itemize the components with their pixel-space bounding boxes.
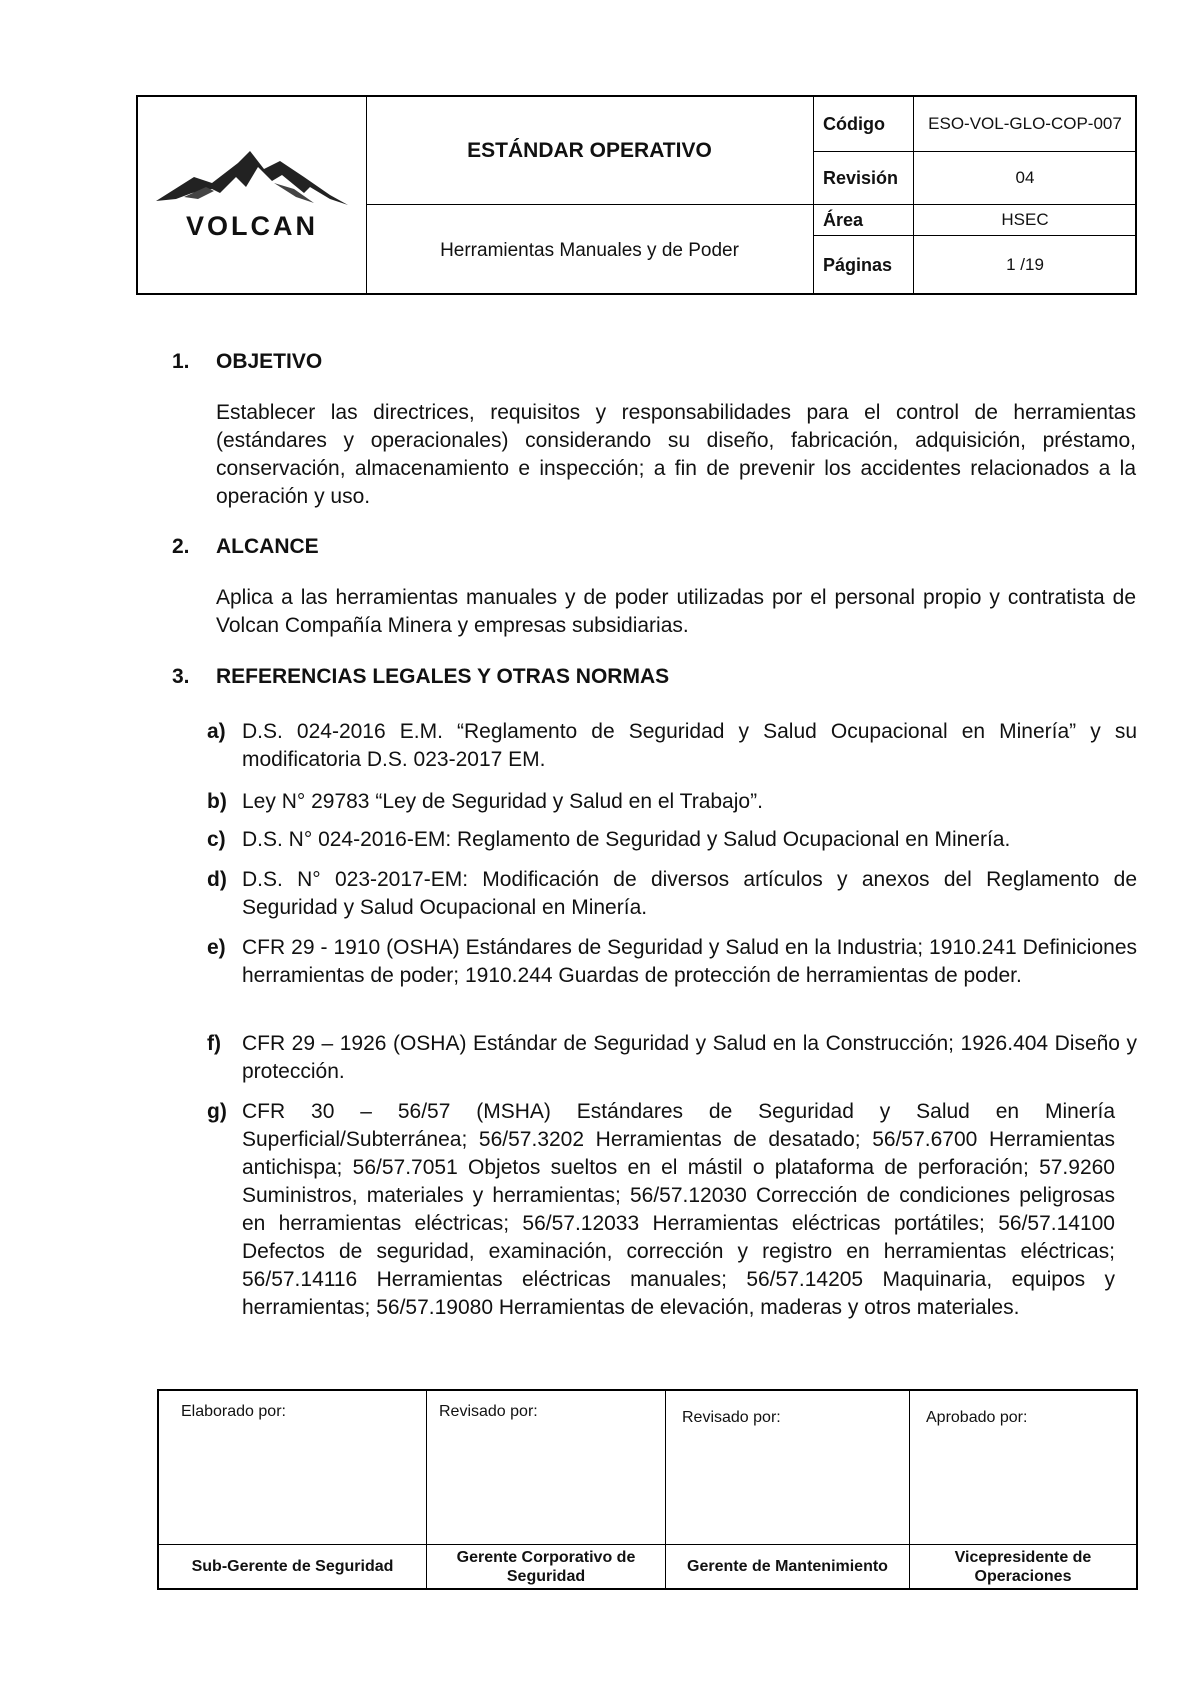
section-objetivo-heading: 1. OBJETIVO <box>172 350 323 373</box>
signature-table <box>157 1389 1138 1590</box>
signature-caption: Elaborado por: <box>181 1403 286 1420</box>
pages-label: Páginas <box>823 255 893 275</box>
signature-caption: Revisado por: <box>682 1409 781 1426</box>
pages-value: 1 /19 <box>1006 255 1044 274</box>
reference-item: f) CFR 29 – 1926 (OSHA) Estándar de Seguridad y Salud en la Construcción; 1926.404 Diseño y protección. <box>207 1032 1137 1083</box>
code-value: ESO-VOL-GLO-COP-007 <box>928 114 1122 133</box>
signature-column <box>666 1391 910 1588</box>
mountain-logo-icon <box>154 147 350 243</box>
signature-caption: Aprobado por: <box>926 1409 1028 1426</box>
document-type: ESTÁNDAR OPERATIVO <box>467 138 712 162</box>
revision-label: Revisión <box>823 167 899 188</box>
reference-item: b) Ley N° 29783 “Ley de Seguridad y Salud en el Trabajo”. <box>207 790 763 813</box>
signature-role: Gerente de Mantenimiento <box>666 1544 909 1588</box>
section-alcance-text: Aplica a las herramientas manuales y de poder utilizadas por el personal propio y contratista de Volcan Compañía Minera y empresas subsidiarias. <box>216 586 1136 637</box>
signature-role: Gerente Corporativo de Seguridad <box>427 1544 665 1588</box>
reference-item: e) CFR 29 - 1910 (OSHA) Estándares de Seguridad y Salud en la Industria; 1910.241 Definiciones herramientas de poder; 1910.244 Guardas de protección de herramientas de poder. <box>207 936 1137 987</box>
signature-column <box>910 1391 1136 1588</box>
section-alcance-heading: 2. ALCANCE <box>172 535 319 558</box>
area-label: Área <box>823 209 864 230</box>
signature-caption: Revisado por: <box>439 1403 538 1420</box>
logo-wordmark: VOLCAN <box>186 211 318 241</box>
volcan-logo <box>138 97 366 293</box>
reference-item: a) D.S. 024-2016 E.M. “Reglamento de Seguridad y Salud Ocupacional en Minería” y su modificatoria D.S. 023-2017 EM. <box>207 720 1137 771</box>
code-label: Código <box>823 114 885 134</box>
signature-column <box>427 1391 666 1588</box>
revision-value: 04 <box>1015 167 1035 187</box>
reference-item: d) D.S. N° 023-2017-EM: Modificación de diversos artículos y anexos del Reglamento de Seguridad y Salud Ocupacional en Minería. <box>207 868 1137 919</box>
document-header-table <box>136 95 1137 295</box>
section-referencias-heading: 3. REFERENCIAS LEGALES Y OTRAS NORMAS <box>172 665 670 688</box>
section-objetivo-text: Establecer las directrices, requisitos y responsabilidades para el control de herramientas (estándares y operacionales) considerando su diseño, fabricación, adquisición, préstamo, conservación, almacenamiento e inspección; a fin de prevenir los accidentes relacionados a la operación y uso. <box>216 401 1136 508</box>
document-title: Herramientas Manuales y de Poder <box>440 239 739 261</box>
signature-column <box>159 1391 427 1588</box>
reference-item: c) D.S. N° 024-2016-EM: Reglamento de Seguridad y Salud Ocupacional en Minería. <box>207 828 1011 851</box>
area-value: HSEC <box>1001 209 1049 229</box>
signature-role: Sub-Gerente de Seguridad <box>159 1544 426 1588</box>
reference-item: g) CFR 30 – 56/57 (MSHA) Estándares de Seguridad y Salud en Minería Superficial/Subterránea; 56/57.3202 Herramientas de desatado; 56/57.6700 Herramientas antichispa; 56/57.7051 Objetos sueltos en el mástil o plataforma de perforación; 57.9260 Suministros, materiales y herramientas; 56/57.12030 Corrección de condiciones peligrosas en herramientas eléctricas; 56/57.12033 Herramientas eléctricas portátiles; 56/57.14100 Defectos de seguridad, examinación, corrección y registro en herramientas eléctricas; 56/57.14116 Herramientas eléctricas manuales; 56/57.14205 Maquinaria, equipos y herramientas; 56/57.19080 Herramientas de elevación, maderas y otros materiales. <box>207 1100 1115 1319</box>
signature-role: Vicepresidente de Operaciones <box>910 1544 1136 1588</box>
